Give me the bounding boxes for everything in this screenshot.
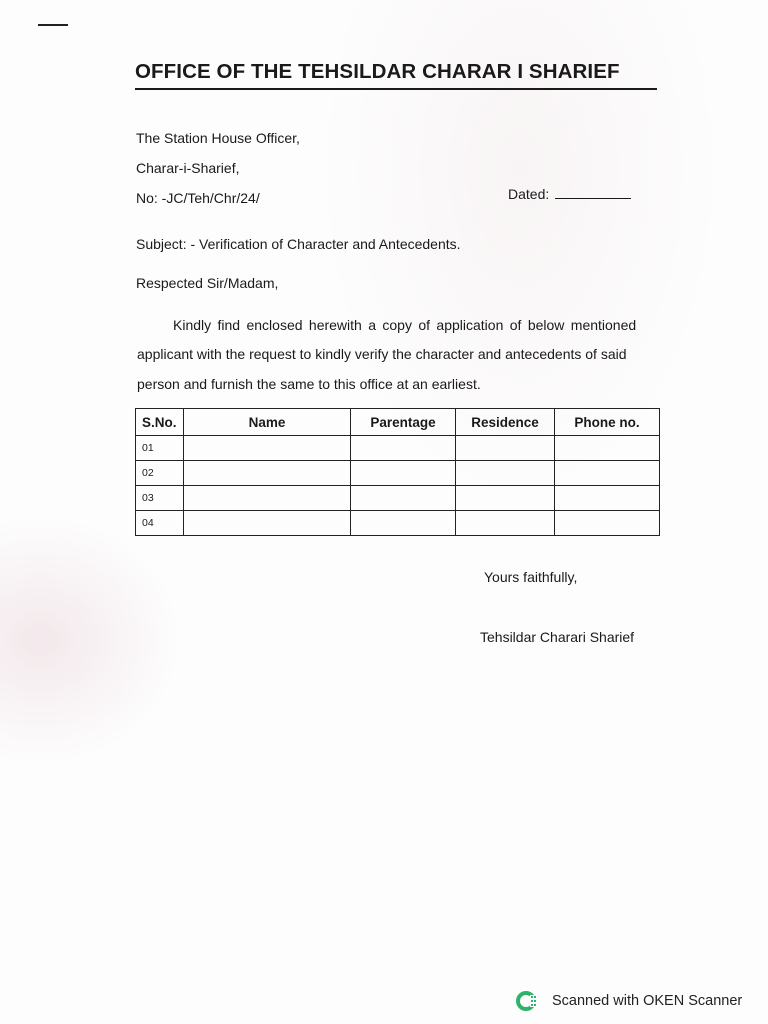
cell-name — [184, 436, 351, 461]
cell-residence — [456, 486, 555, 511]
cell-phone — [555, 461, 660, 486]
body-line-1: Kindly find enclosed herewith a copy of application of below mentioned — [173, 317, 637, 333]
scanner-text: Scanned with OKEN Scanner — [552, 993, 743, 1009]
header-residence: Residence — [456, 409, 555, 436]
office-title: OFFICE OF THE TEHSILDAR CHARAR I SHARIEF — [135, 60, 620, 83]
dated-label: Dated: — [508, 186, 550, 202]
dated-blank-line — [555, 186, 631, 199]
cell-sno: 01 — [136, 436, 184, 461]
cell-phone — [555, 511, 660, 536]
table-row — [136, 436, 660, 461]
cell-phone — [555, 436, 660, 461]
table-row — [136, 461, 660, 486]
header-phone: Phone no. — [555, 409, 660, 436]
subject-line: Subject: - Verification of Character and Antecedents. — [136, 236, 461, 252]
cell-parentage — [351, 436, 456, 461]
table-row — [136, 486, 660, 511]
cell-sno: 02 — [136, 461, 184, 486]
valediction: Yours faithfully, — [484, 569, 578, 585]
oken-scanner-logo-icon — [516, 990, 538, 1012]
title-underline — [135, 88, 657, 90]
cell-sno: 03 — [136, 486, 184, 511]
cell-name — [184, 511, 351, 536]
cell-sno: 04 — [136, 511, 184, 536]
header-parentage: Parentage — [351, 409, 456, 436]
body-line-3: person and furnish the same to this office at an earliest. — [137, 376, 481, 392]
cell-phone — [555, 486, 660, 511]
header-sno: S.No. — [136, 409, 184, 436]
addressee-line-2: Charar-i-Sharief, — [136, 160, 240, 176]
cell-residence — [456, 511, 555, 536]
body-line-2: applicant with the request to kindly verify the character and antecedents of said — [137, 346, 627, 362]
reference-number: No: -JC/Teh/Chr/24/ — [136, 190, 260, 206]
dated-field — [508, 186, 631, 202]
cell-residence — [456, 436, 555, 461]
cell-name — [184, 461, 351, 486]
scanner-watermark — [516, 990, 742, 1012]
table-header-row — [136, 409, 660, 436]
cell-parentage — [351, 511, 456, 536]
cell-parentage — [351, 461, 456, 486]
addressee-line-1: The Station House Officer, — [136, 130, 300, 146]
cell-residence — [456, 461, 555, 486]
salutation: Respected Sir/Madam, — [136, 275, 279, 291]
applicant-table — [135, 408, 660, 536]
header-name: Name — [184, 409, 351, 436]
cell-parentage — [351, 486, 456, 511]
table-row — [136, 511, 660, 536]
signatory: Tehsildar Charari Sharief — [480, 629, 635, 645]
cell-name — [184, 486, 351, 511]
corner-pen-mark — [38, 24, 68, 26]
